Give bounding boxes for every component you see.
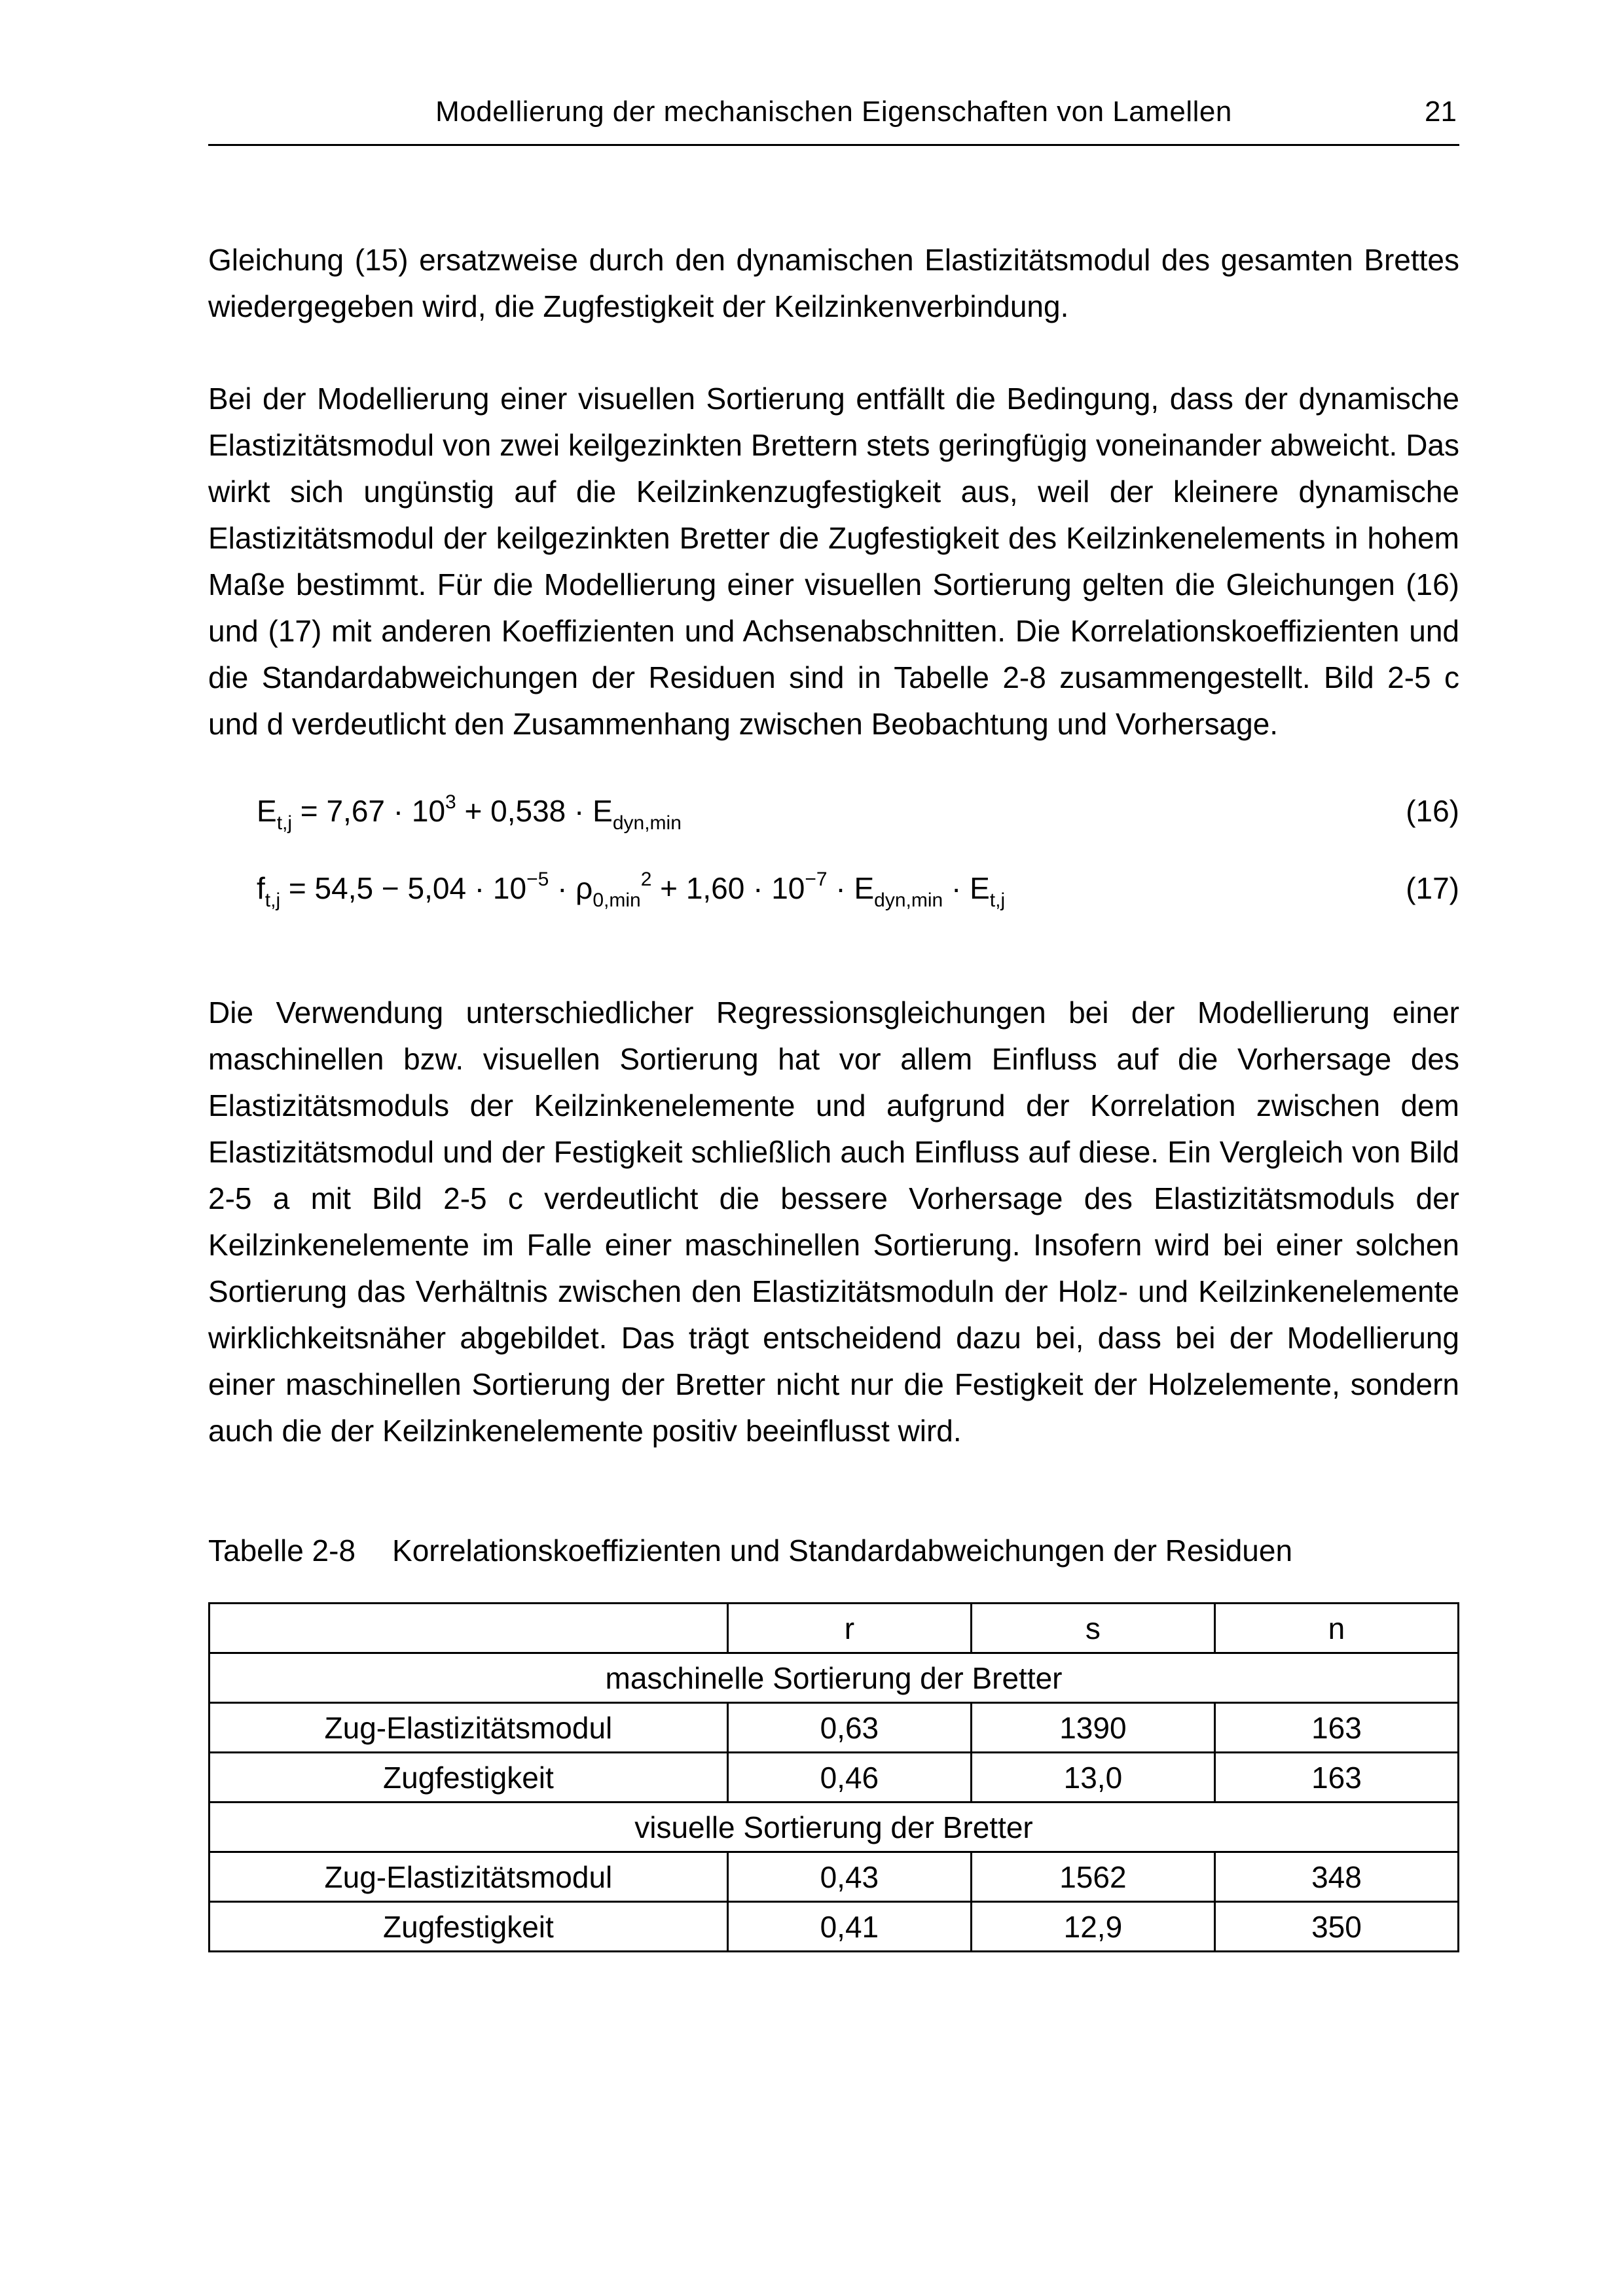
paragraph-3: Die Verwendung unterschiedlicher Regressionsgleichungen bei der Modellierung einer maschinellen bzw. visuellen Sortierung hat vor allem Einfluss auf die Vorhersage des Elastizitätsmoduls der Keilzinkenelemente und aufgrund der Korrelation zwischen dem Elastizitätsmodul und der Festigkeit schließlich auch Einfluss auf diese. Ein Vergleich von Bild 2-5 a mit Bild 2-5 c verdeutlicht die bessere Vorhersage des Elastizitätsmoduls der Keilzinkenelemente im Falle einer maschinellen Sortierung. Insofern wird bei einer solchen Sortierung das Verhältnis zwischen den Elastizitätsmoduln der Holz- und Keilzinkenelemente wirklichkeitsnäher abgebildet. Das trägt entscheidend dazu bei, dass bei der Modellierung einer maschinellen Sortierung der Bretter nicht nur die Festigkeit der Holzelemente, sondern auch die der Keilzinkenelemente positiv beeinflusst wird. — [208, 996, 1459, 1448]
table-caption — [208, 1533, 1459, 1568]
page-header — [208, 96, 1459, 146]
equation-number: (16) — [1406, 794, 1459, 828]
table-section-title: maschinelle Sortierung der Bretter — [210, 1653, 1459, 1703]
row-value: 163 — [1214, 1753, 1458, 1803]
equation-expression: $E_{t,j} = 7,67 \cdot 10^3 + 0,538 \cdot E_{dyn,min}$ — [257, 791, 682, 834]
row-value: 350 — [1214, 1902, 1458, 1952]
page-content — [208, 237, 1459, 1952]
equation-16 — [208, 791, 1459, 834]
row-value: 12,9 — [971, 1902, 1214, 1952]
table-header-row — [210, 1604, 1459, 1653]
table-row — [210, 1753, 1459, 1803]
table-header-cell: n — [1214, 1604, 1458, 1653]
paragraph-1: Gleichung (15) ersatzweise durch den dynamischen Elastizitätsmodul des gesamten Brettes wiedergegeben wird, die Zugfestigkeit der Keilzinkenverbindung. — [208, 243, 1459, 323]
table-header-cell — [210, 1604, 728, 1653]
equation-17 — [208, 869, 1459, 911]
row-value: 1562 — [971, 1852, 1214, 1902]
table-header-cell: r — [727, 1604, 971, 1653]
table-section-row — [210, 1803, 1459, 1852]
row-label: Zugfestigkeit — [210, 1753, 728, 1803]
equation-number: (17) — [1406, 871, 1459, 905]
row-label: Zugfestigkeit — [210, 1902, 728, 1952]
table-caption-label: Tabelle 2-8 — [208, 1534, 356, 1568]
table-caption-text: Korrelationskoeffizienten und Standardabweichungen der Residuen — [392, 1534, 1293, 1568]
row-value: 0,63 — [727, 1703, 971, 1753]
table-row — [210, 1703, 1459, 1753]
row-value: 0,43 — [727, 1852, 971, 1902]
paragraph-2: Bei der Modellierung einer visuellen Sortierung entfällt die Bedingung, dass der dynamische Elastizitätsmodul von zwei keilgezinkten Brettern stets geringfügig voneinander abweicht. Das wirkt sich ungünstig auf die Keilzinkenzugfestigkeit aus, weil der kleinere dynamische Elastizitätsmodul der keilgezinkten Bretter die Zugfestigkeit des Keilzinkenelements in hohem Maße bestimmt. Für die Modellierung einer visuellen Sortierung gelten die Gleichungen (16) und (17) mit anderen Koeffizienten und Achsenabschnitten. Die Korrelationskoeffizienten und die Standardabweichungen der Residuen sind in Tabelle 2-8 zusammengestellt. Bild 2-5 c und d verdeutlicht den Zusammenhang zwischen Beobachtung und Vorhersage. — [208, 382, 1459, 741]
running-header-title: Modellierung der mechanischen Eigenschaften von Lamellen — [435, 96, 1232, 128]
equation-block — [208, 791, 1459, 911]
table-header-cell: s — [971, 1604, 1214, 1653]
row-label: Zug-Elastizitätsmodul — [210, 1852, 728, 1902]
table-row — [210, 1902, 1459, 1952]
table-row — [210, 1852, 1459, 1902]
row-value: 1390 — [971, 1703, 1214, 1753]
row-value: 348 — [1214, 1852, 1458, 1902]
table-section-row — [210, 1653, 1459, 1703]
results-table — [208, 1602, 1459, 1952]
page-number: 21 — [1425, 96, 1457, 128]
row-value: 0,46 — [727, 1753, 971, 1803]
row-label: Zug-Elastizitätsmodul — [210, 1703, 728, 1753]
row-value: 13,0 — [971, 1753, 1214, 1803]
row-value: 0,41 — [727, 1902, 971, 1952]
table-section-title: visuelle Sortierung der Bretter — [210, 1803, 1459, 1852]
equation-expression: $f_{t,j} = 54,5 - 5,04 \cdot 10^{-5} \cdot \rho_{0,min}^2 + 1,60 \cdot 10^{-7} \cdot E_{dyn,min} \cdot E_{t,j}$ — [257, 869, 1006, 911]
row-value: 163 — [1214, 1703, 1458, 1753]
